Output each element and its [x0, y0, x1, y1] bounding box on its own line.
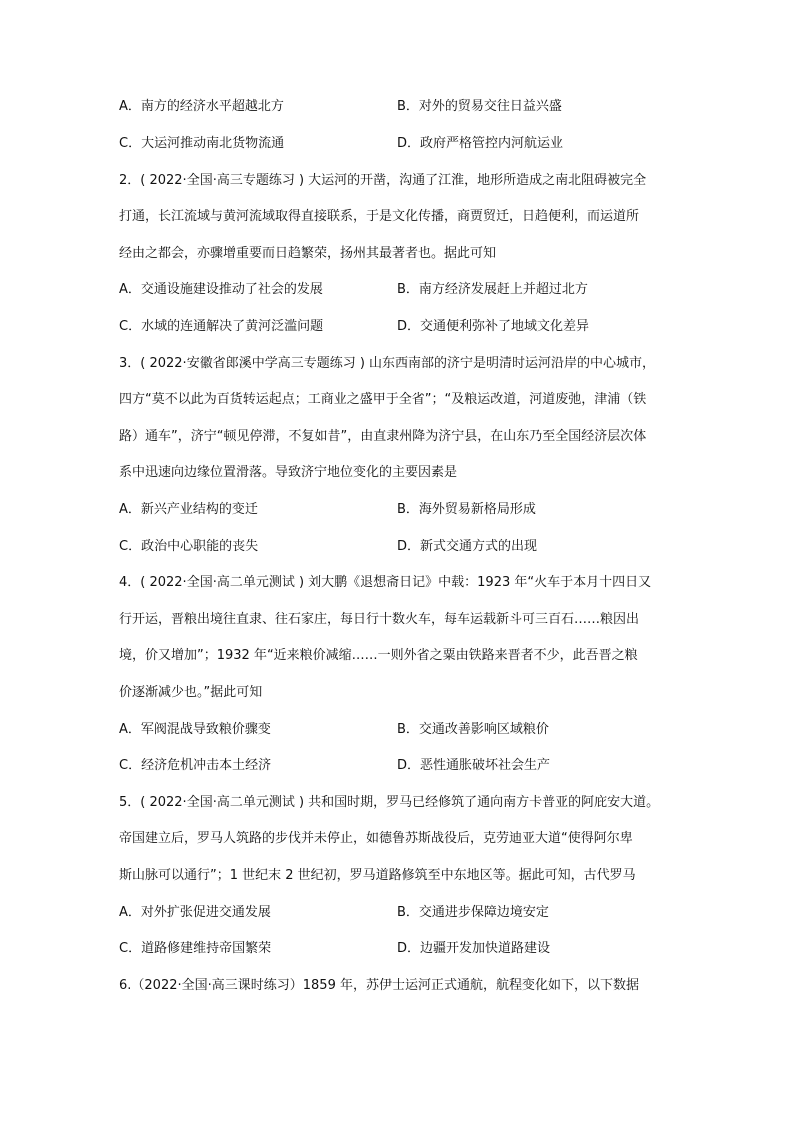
q4-stem-line-4: 价逐渐减少也。”据此可知 — [119, 685, 263, 700]
q4-option-b[interactable]: B．交通改善影响区域粮价 — [397, 722, 549, 737]
q3-option-b[interactable]: B．海外贸易新格局形成 — [397, 502, 536, 517]
q4-stem-line-1: 4．( 2022·全国·高二单元测试 ) 刘大鹏《退想斋日记》中载：1923 年“火车于本月十四日又 — [119, 575, 652, 590]
q3-stem-line-4: 系中迅速向边缘位置滑落。导致济宁地位变化的主要因素是 — [119, 465, 458, 480]
q2-stem-line-1: 2．( 2022·全国·高三专题练习 ) 大运河的开凿，沟通了江淮，地形所造成之南北阻碍被完全 — [119, 173, 647, 188]
q4-option-c[interactable]: C．经济危机冲击本土经济 — [119, 758, 272, 773]
q3-option-d[interactable]: D．新式交通方式的出现 — [397, 539, 538, 554]
q4-stem-line-2: 行开运，晋粮出境往直隶、往石家庄，每日行十数火车，每车运载新斗可三百石……粮因出 — [119, 612, 640, 627]
q3-option-c[interactable]: C．政治中心职能的丧失 — [119, 539, 259, 554]
q1-option-d[interactable]: D．政府严格管控内河航运业 — [397, 136, 564, 151]
q3-stem-line-2: 四方“莫不以此为百货转运起点；工商业之盛甲于全省”；“及粮运改道，河道废弛，津浦（铁 — [119, 392, 647, 407]
q1-option-c[interactable]: C．大运河推动南北货物流通 — [119, 136, 285, 151]
q4-option-d[interactable]: D．恶性通胀破坏社会生产 — [397, 758, 551, 773]
q2-option-c[interactable]: C．水域的连通解决了黄河泛滥问题 — [119, 319, 324, 334]
q2-option-d[interactable]: D．交通便利弥补了地域文化差异 — [397, 319, 590, 334]
q4-option-a[interactable]: A．军阀混战导致粮价骤变 — [119, 722, 271, 737]
q2-stem-line-3: 经由之都会，亦骤增重要而日趋繁荣，扬州其最著者也。据此可知 — [119, 246, 497, 261]
q5-stem-line-3: 斯山脉可以通行”；1 世纪末 2 世纪初，罗马道路修筑至中东地区等。据此可知，古代罗马 — [119, 868, 636, 883]
q3-option-a[interactable]: A．新兴产业结构的变迁 — [119, 502, 258, 517]
q5-option-a[interactable]: A．对外扩张促进交通发展 — [119, 905, 271, 920]
q6-stem-line-1: 6.（2022·全国·高三课时练习）1859 年，苏伊士运河正式通航，航程变化如下，以下数据 — [119, 978, 639, 993]
q5-stem-line-1: 5．( 2022·全国·高二单元测试 ) 共和国时期，罗马已经修筑了通向南方卡普亚的阿庇安大道。 — [119, 795, 660, 810]
q3-stem-line-1: 3．( 2022·安徽省郎溪中学高三专题练习 ) 山东西南部的济宁是明清时运河沿岸的中心城市， — [119, 356, 656, 371]
q1-option-a[interactable]: A．南方的经济水平超越北方 — [119, 99, 284, 114]
q4-stem-line-3: 境，价又增加”；1932 年“近来粮价减缩……一则外省之粟由铁路来晋者不少，此吾晋之粮 — [119, 648, 638, 663]
q1-option-b[interactable]: B．对外的贸易交往日益兴盛 — [397, 99, 562, 114]
q2-stem-line-2: 打通，长江流域与黄河流域取得直接联系，于是文化传播，商贾贸迁，日趋便利，而运道所 — [119, 209, 640, 224]
q5-stem-line-2: 帝国建立后，罗马人筑路的步伐并未停止，如德鲁苏斯战役后，克劳迪亚大道“使得阿尔卑 — [119, 831, 633, 846]
q5-option-b[interactable]: B．交通进步保障边境安定 — [397, 905, 549, 920]
q5-option-c[interactable]: C．道路修建维持帝国繁荣 — [119, 941, 272, 956]
q5-option-d[interactable]: D．边疆开发加快道路建设 — [397, 941, 551, 956]
q2-option-a[interactable]: A．交通设施建设推动了社会的发展 — [119, 282, 323, 297]
q3-stem-line-3: 路）通车”，济宁“顿见停滞，不复如昔”，由直隶州降为济宁县，在山东乃至全国经济层次体 — [119, 429, 647, 444]
q2-option-b[interactable]: B．南方经济发展赶上并超过北方 — [397, 282, 588, 297]
